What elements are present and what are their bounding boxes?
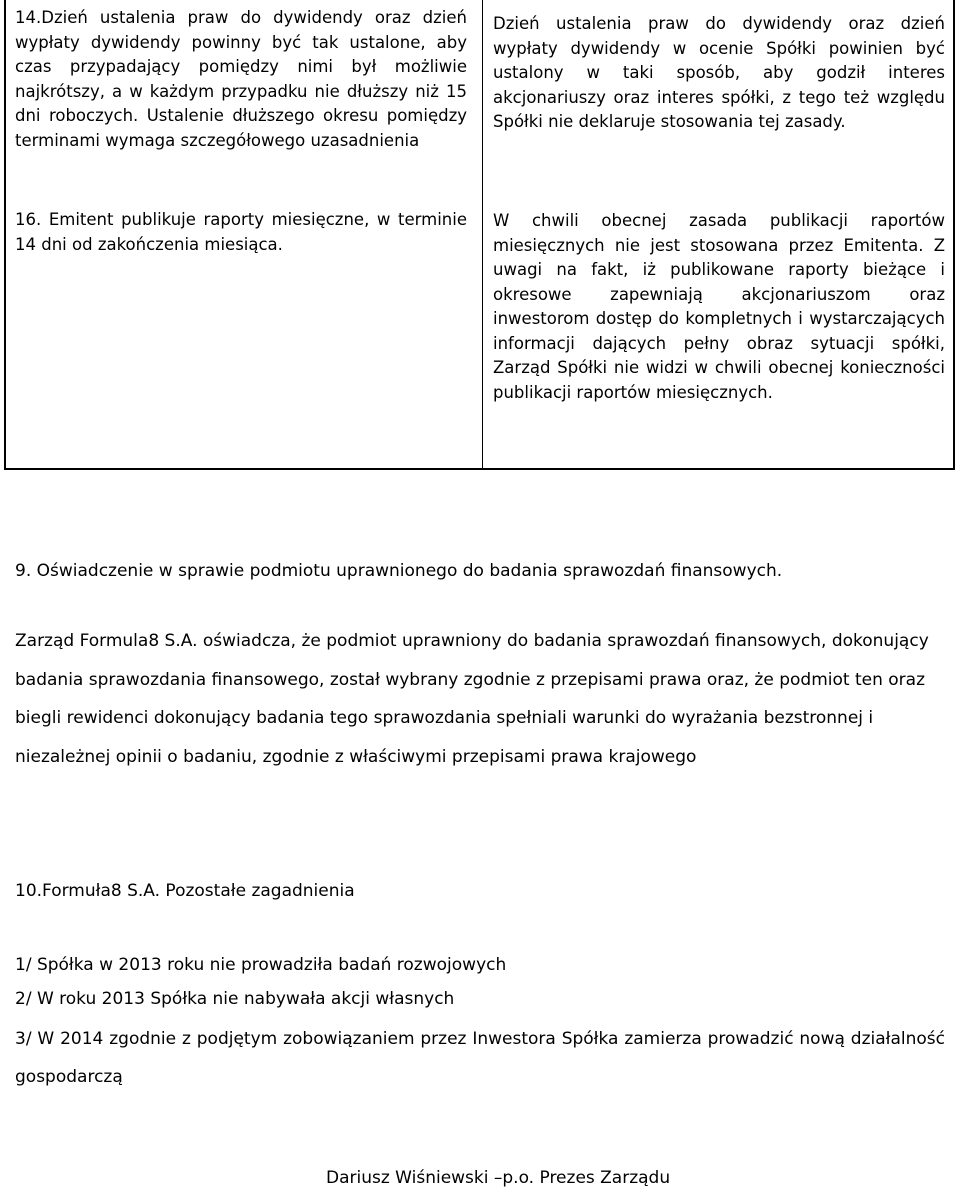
table-column-divider	[482, 0, 483, 468]
section-9-heading: 9. Oświadczenie w sprawie podmiotu uprawnionego do badania sprawozdań finansowych.	[15, 561, 783, 581]
table-row-2-principle	[15, 208, 467, 257]
principle-text: 14.Dzień ustalenia praw do dywidendy oraz dzień wypłaty dywidendy powinny być tak ustalone, aby czas przypadający pomiędzy nimi był możliwie najkrótszy, a w każdym przypadku nie dłuższy niż 15 dni roboczych. Ustalenie dłuższego okresu pomiędzy terminami wymaga szczegółowego uzasadnienia	[15, 8, 467, 150]
comment-text: Dzień ustalenia praw do dywidendy oraz dzień wypłaty dywidendy w ocenie Spółki powinien być ustalony w taki sposób, aby godził interes akcjonariuszy oraz interes spółki, z tego też względu Spółki nie deklaruje stosowania tej zasady.	[493, 14, 945, 131]
table-row-2-comment	[493, 209, 945, 405]
section-10-heading: 10.Formuła8 S.A. Pozostałe zagadnienia	[15, 881, 355, 901]
table-row-1-principle	[15, 6, 467, 153]
principle-text: 16. Emitent publikuje raporty miesięczne, w terminie 14 dni od zakończenia miesiąca.	[15, 210, 467, 254]
governance-table	[4, 0, 955, 470]
table-row-1-comment	[493, 12, 945, 135]
comment-text: W chwili obecnej zasada publikacji raportów miesięcznych nie jest stosowana przez Emitenta. Z uwagi na fakt, iż publikowane raporty bieżące i okresowe zapewniają akcjonariuszom oraz inwestorom dostęp do kompletnych i wystarczających informacji dających pełny obraz sytuacji spółki, Zarząd Spółki nie widzi w chwili obecnej konieczności publikacji raportów miesięcznych.	[493, 211, 945, 402]
section-10-item-3: 3/ W 2014 zgodnie z podjętym zobowiązaniem przez Inwestora Spółka zamierza prowadzić nową działalność gospodarczą	[15, 1029, 945, 1087]
section-10-item-2: 2/ W roku 2013 Spółka nie nabywała akcji własnych	[15, 989, 455, 1009]
section-9-paragraph: Zarząd Formula8 S.A. oświadcza, że podmiot uprawniony do badania sprawozdań finansowych, dokonujący badania sprawozdania finansowego, został wybrany zgodnie z przepisami prawa oraz, że podmiot ten oraz biegli rewidenci dokonujący badania tego sprawozdania spełniali warunki do wyrażania bezstronnej i niezależnej opinii o badaniu, zgodnie z właściwymi przepisami prawa krajowego	[15, 631, 929, 767]
signature-line: Dariusz Wiśniewski –p.o. Prezes Zarządu	[326, 1168, 671, 1188]
section-10-item-1: 1/ Spółka w 2013 roku nie prowadziła badań rozwojowych	[15, 955, 507, 975]
